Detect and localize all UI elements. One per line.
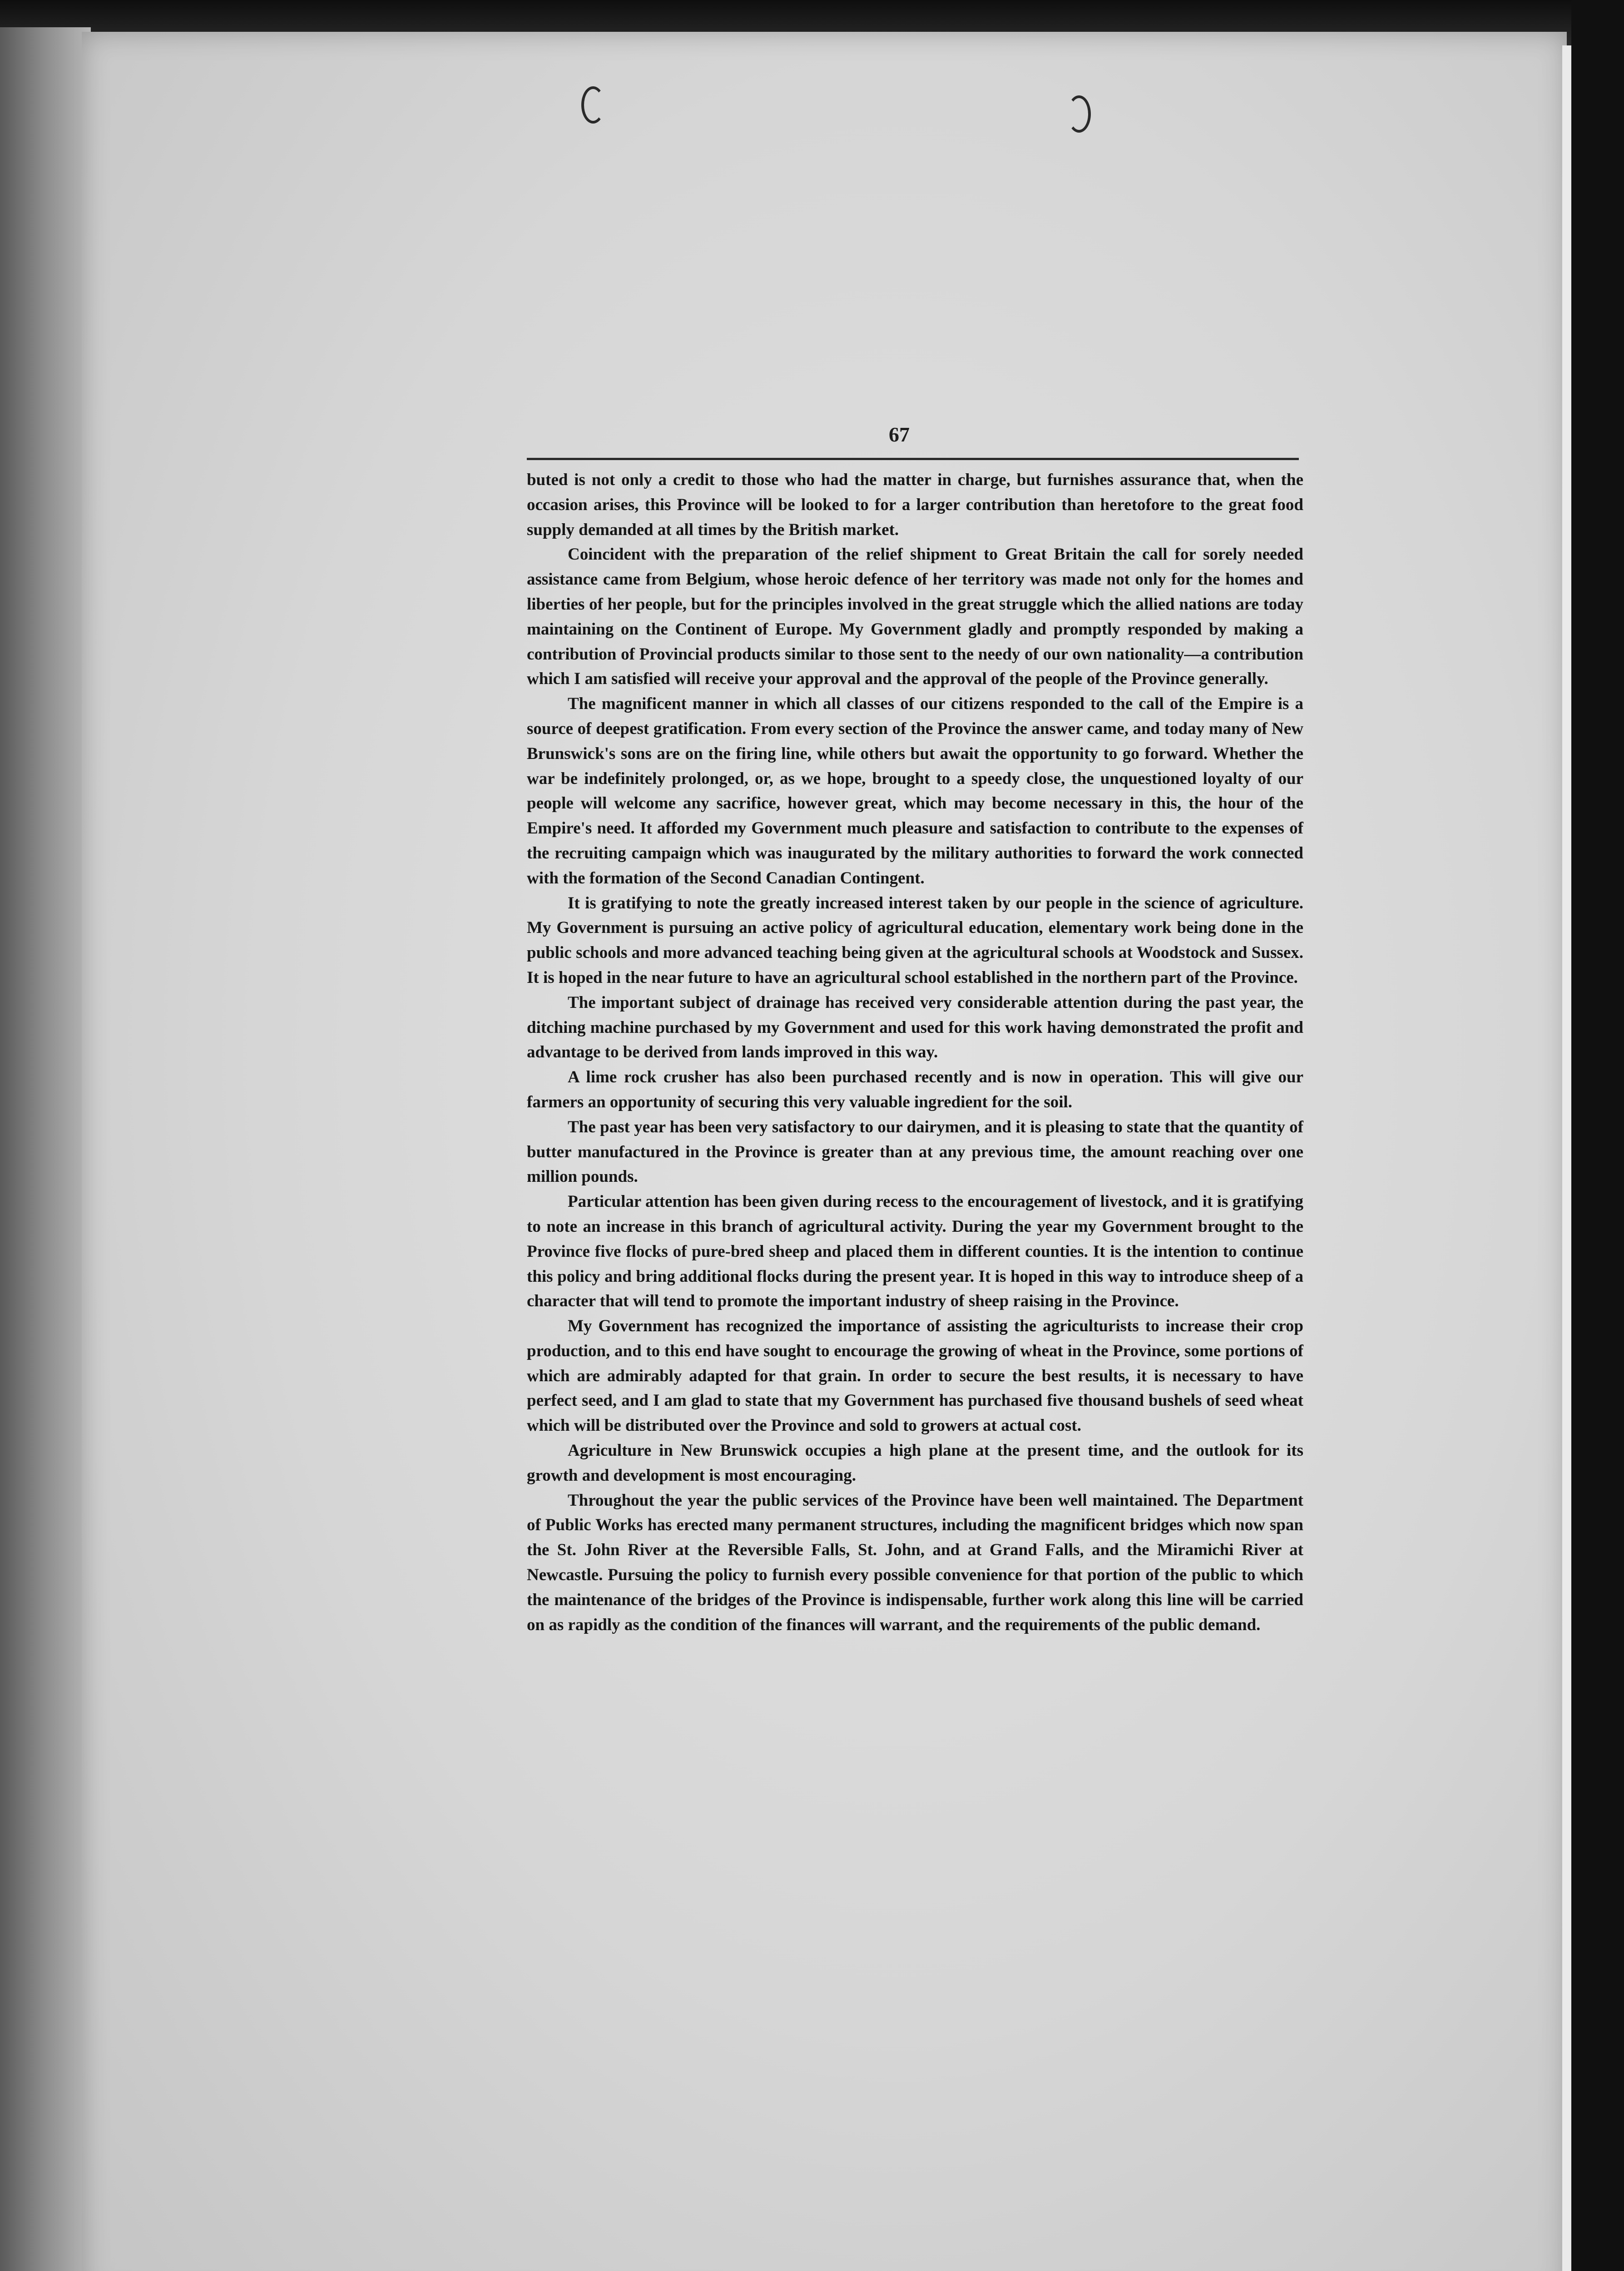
paragraph: Particular attention has been given during recess to the encouragement of livestock, and it is gratifying to note an increase in this branch of agricultural activity. During the year my Government brought to the Province five flocks of pure-bred sheep and placed them in different counties. It is the intention to continue this policy and bring additional flocks during the present year. It is hoped in this way to introduce sheep of a character that will tend to promote the important industry of sheep raising in the Province. (527, 1192, 1303, 1311)
binding-hole-icon (1067, 95, 1091, 133)
paragraph: The important subject of drainage has received very considerable attention during the past year, the ditching machine purchased by my Government and used for this work having demonstrated the profit and advantage to be derived from lands improved in this way. (527, 993, 1303, 1062)
paragraph-continued: buted is not only a credit to those who had the matter in charge, but furnishes assurance that, when the occasion arises, this Province will be looked to for a larger contribution than heretofore to the great food supply demanded at all times by the British market. (527, 471, 1303, 539)
page-edge-left (0, 27, 91, 2271)
paragraph: Coincident with the preparation of the relief shipment to Great Britain the call for sorely needed assistance came from Belgium, whose heroic defence of her territory was made not only for the homes and liberties of her people, but for the principles involved in the great struggle which the allied nations are today maintaining on the Continent of Europe. My Government gladly and promptly responded by making a contribution of Provincial products similar to those sent to the needy of our own nationality—a contribution which I am satisfied will receive your approval and the approval of the people of the Province generally. (527, 545, 1303, 689)
paragraph: A lime rock crusher has also been purchased recently and is now in operation. This will give our farmers an opportunity of securing this very valuable ingredient for the soil. (527, 1068, 1303, 1111)
paragraph: The magnificent manner in which all classes of our citizens responded to the call of the Empire is a source of deepest gratification. From every section of the Province the answer came, and today many of New Brunswick's sons are on the firing line, while others but await the opportunity to go forward. Whether the war be indefinitely prolonged, or, as we hope, brought to a speedy close, the unquestioned loyalty of our people will welcome any sacrifice, however great, which may become necessary in this, the hour of the Empire's need. It afforded my Government much pleasure and satisfaction to contribute to the expenses of the recruiting campaign which was inaugurated by the military authorities to forward the work connected with the formation of the Second Canadian Contingent. (527, 694, 1303, 888)
paragraph: Throughout the year the public services of the Province have been well maintained. The Department of Public Works has erected many permanent structures, including the magnificent bridges which now span the St. John River at the Reversible Falls, St. John, and at Grand Falls, and the Miramichi River at Newcastle. Pursuing the policy to furnish every possible convenience for that portion of the public to which the maintenance of the bridges of the Province is indispensable, further work along this line will be carried on as rapidly as the condition of the finances will warrant, and the requirements of the public demand. (527, 1491, 1303, 1634)
paragraph: The past year has been very satisfactory to our dairymen, and it is pleasing to state that the quantity of butter manufactured in the Province is greater than at any previous time, the amount reaching over one million pounds. (527, 1117, 1303, 1186)
binding-hole-icon (581, 86, 605, 124)
page-number: 67 (889, 423, 910, 446)
paragraph: Agriculture in New Brunswick occupies a high plane at the present time, and the outlook for its growth and development is most encouraging. (527, 1441, 1303, 1485)
body-text (527, 468, 1303, 1637)
paragraph: My Government has recognized the importance of assisting the agriculturists to increase their crop production, and to this end have sought to encourage the growing of wheat in the Province, some portions of which are admirably adapted for that grain. In order to secure the best results, it is necessary to have perfect seed, and I am glad to state that my Government has purchased five thousand bushels of seed wheat which will be distributed over the Province and sold to growers at actual cost. (527, 1317, 1303, 1435)
paragraph: It is gratifying to note the greatly increased interest taken by our people in the science of agriculture. My Government is pursuing an active policy of agricultural education, elementary work being done in the public schools and more advanced teaching being given at the agricultural schools at Woodstock and Sussex. It is hoped in the near future to have an agricultural school established in the northern part of the Province. (527, 893, 1303, 987)
film-border-right (1571, 0, 1624, 2271)
header-rule (527, 458, 1299, 460)
